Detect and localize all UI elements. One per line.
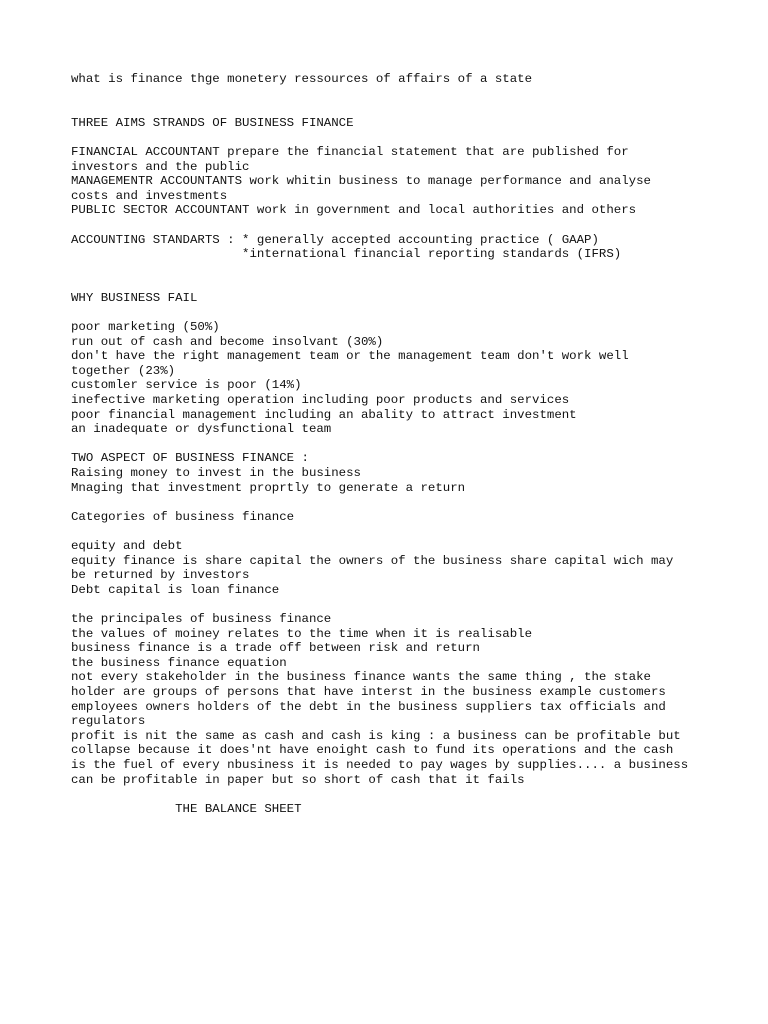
equity-line: be returned by investors <box>71 568 250 583</box>
spacer <box>71 218 711 233</box>
fail-line: together (23%) <box>71 363 176 378</box>
fail-heading: WHY BUSINESS FAIL <box>71 290 198 305</box>
fail-line: don't have the right management team or the management team don't work well <box>71 349 629 364</box>
aims-line: costs and investments <box>71 188 228 203</box>
spacer <box>71 495 711 510</box>
principles-line: the principales of business finance <box>71 611 332 626</box>
fail-line: poor financial management including an abality to attract investment <box>71 407 577 422</box>
fail-line: run out of cash and become insolvant (30%) <box>71 334 384 349</box>
aims-line: investors and the public <box>71 159 250 174</box>
principles-line: the business finance equation <box>71 655 287 670</box>
aims-line: MANAGEMENTR ACCOUNTANTS work whitin business to manage performance and analyse <box>71 174 651 189</box>
spacer <box>71 101 711 116</box>
categories-heading: Categories of business finance <box>71 509 295 524</box>
document-page <box>71 72 711 816</box>
fail-line: poor marketing (50%) <box>71 320 220 335</box>
principles-line: collapse because it does'nt have enoight cash to fund its operations and the cash <box>71 743 674 758</box>
intro-line: what is finance thge monetery ressources of affairs of a state <box>71 72 533 86</box>
principles-line: is the fuel of every nbusiness it is needed to pay wages by supplies.... a business <box>71 757 689 772</box>
equity-line: equity and debt <box>71 539 183 553</box>
spacer <box>71 276 711 291</box>
spacer <box>71 306 711 321</box>
equity-line: equity finance is share capital the owners of the business share capital wich may <box>71 553 674 568</box>
standards-line: ACCOUNTING STANDARTS : * generally accepted accounting practice ( GAAP) <box>71 232 599 247</box>
spacer <box>71 437 711 452</box>
spacer <box>71 130 711 145</box>
aspects-heading: TWO ASPECT OF BUSINESS FINANCE : <box>71 451 309 466</box>
equity-line: Debt capital is loan finance <box>71 582 280 597</box>
principles-line: business finance is a trade off between risk and return <box>71 641 480 656</box>
aspects-line: Raising money to invest in the business <box>71 466 361 481</box>
balance-sheet-heading: THE BALANCE SHEET <box>71 801 302 816</box>
fail-line: an inadequate or dysfunctional team <box>71 422 332 437</box>
fail-line: customler service is poor (14%) <box>71 378 302 393</box>
aims-line: FINANCIAL ACCOUNTANT prepare the financial statement that are published for <box>71 144 629 159</box>
spacer <box>71 262 711 277</box>
spacer <box>71 524 711 539</box>
spacer <box>71 87 711 102</box>
standards-line: *international financial reporting standards (IFRS) <box>71 247 622 262</box>
principles-line: the values of moiney relates to the time when it is realisable <box>71 626 533 641</box>
principles-line: regulators <box>71 714 146 729</box>
aims-line: PUBLIC SECTOR ACCOUNTANT work in government and local authorities and others <box>71 203 637 218</box>
aspects-line: Mnaging that investment proprtly to generate a return <box>71 480 466 495</box>
principles-line: holder are groups of persons that have interst in the business example customers <box>71 684 666 699</box>
principles-line: employees owners holders of the debt in the business suppliers tax officials and <box>71 699 666 714</box>
aims-heading: THREE AIMS STRANDS OF BUSINESS FINANCE <box>71 115 354 130</box>
principles-line: can be profitable in paper but so short of cash that it fails <box>71 772 525 787</box>
principles-line: not every stakeholder in the business finance wants the same thing , the stake <box>71 670 651 685</box>
fail-line: inefective marketing operation including poor products and services <box>71 393 570 408</box>
spacer <box>71 787 711 802</box>
spacer <box>71 597 711 612</box>
principles-line: profit is nit the same as cash and cash is king : a business can be profitable but <box>71 728 681 743</box>
